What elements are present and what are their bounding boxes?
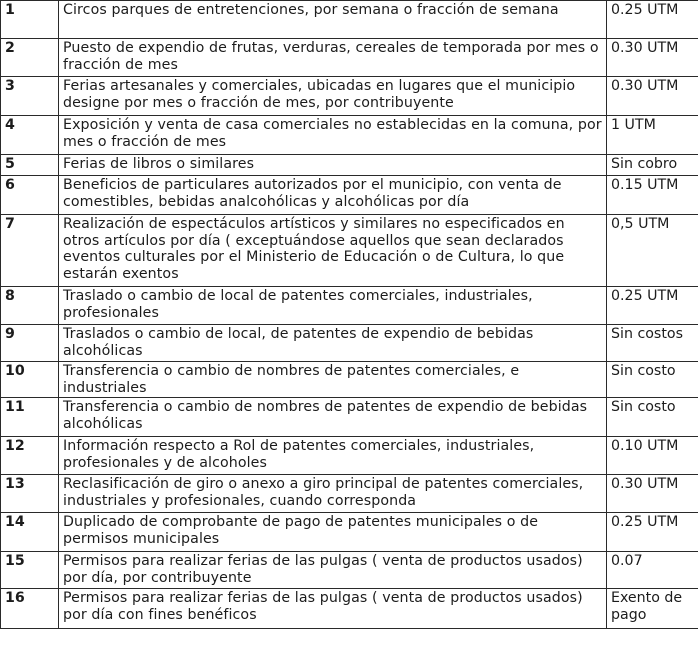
table-row [1, 1, 698, 39]
row-number: 4 [1, 116, 59, 155]
table-row [1, 287, 698, 325]
fees-table-body [1, 1, 698, 629]
row-value: 0.25 UTM [607, 513, 698, 552]
row-number: 6 [1, 176, 59, 215]
row-number: 10 [1, 362, 59, 398]
row-value: 0.10 UTM [607, 437, 698, 475]
table-row [1, 398, 698, 437]
table-row [1, 513, 698, 552]
row-description: Duplicado de comprobante de pago de patentes municipales o de permisos municipales [59, 513, 607, 552]
row-description: Puesto de expendio de frutas, verduras, cereales de temporada por mes o fracción de mes [59, 39, 607, 77]
row-number: 8 [1, 287, 59, 325]
row-number: 11 [1, 398, 59, 437]
row-number: 7 [1, 215, 59, 287]
table-row [1, 475, 698, 513]
row-description: Permisos para realizar ferias de las pulgas ( venta de productos usados) por día con fines benéficos [59, 589, 607, 629]
table-row [1, 77, 698, 116]
row-value: 0.30 UTM [607, 39, 698, 77]
row-description: Traslados o cambio de local, de patentes de expendio de bebidas alcohólicas [59, 325, 607, 362]
row-description: Exposición y venta de casa comerciales no establecidas en la comuna, por mes o fracción de mes [59, 116, 607, 155]
row-number: 9 [1, 325, 59, 362]
row-description: Reclasificación de giro o anexo a giro principal de patentes comerciales, industriales y profesionales, cuando corresponda [59, 475, 607, 513]
row-description: Transferencia o cambio de nombres de patentes comerciales, e industriales [59, 362, 607, 398]
row-number: 1 [1, 1, 59, 39]
table-row [1, 589, 698, 629]
row-value: Sin costo [607, 398, 698, 437]
table-row [1, 437, 698, 475]
row-value: 0,5 UTM [607, 215, 698, 287]
row-description: Realización de espectáculos artísticos y similares no especificados en otros artículos por día ( exceptuándose aquellos que sean declarados eventos culturales por el Ministerio de Educación o de Cultura, lo que estarán exentos [59, 215, 607, 287]
row-number: 5 [1, 155, 59, 176]
row-value: Sin cobro [607, 155, 698, 176]
table-row [1, 325, 698, 362]
row-number: 12 [1, 437, 59, 475]
table-row [1, 39, 698, 77]
row-number: 2 [1, 39, 59, 77]
table-row [1, 215, 698, 287]
row-value: 0.30 UTM [607, 475, 698, 513]
row-value: 0.25 UTM [607, 1, 698, 39]
row-number: 15 [1, 552, 59, 589]
table-row [1, 552, 698, 589]
table-row [1, 362, 698, 398]
row-value: 0.30 UTM [607, 77, 698, 116]
row-description: Transferencia o cambio de nombres de patentes de expendio de bebidas alcohólicas [59, 398, 607, 437]
row-value: 1 UTM [607, 116, 698, 155]
row-value: Sin costos [607, 325, 698, 362]
row-number: 13 [1, 475, 59, 513]
row-description: Ferias de libros o similares [59, 155, 607, 176]
row-value: 0.25 UTM [607, 287, 698, 325]
table-row [1, 155, 698, 176]
row-description: Beneficios de particulares autorizados por el municipio, con venta de comestibles, bebidas analcohólicas y alcohólicas por día [59, 176, 607, 215]
row-value: 0.15 UTM [607, 176, 698, 215]
row-number: 3 [1, 77, 59, 116]
table-row [1, 176, 698, 215]
row-description: Información respecto a Rol de patentes comerciales, industriales, profesionales y de alcoholes [59, 437, 607, 475]
row-description: Permisos para realizar ferias de las pulgas ( venta de productos usados) por día, por contribuyente [59, 552, 607, 589]
row-value: 0.07 [607, 552, 698, 589]
row-value: Sin costo [607, 362, 698, 398]
row-value: Exento de pago [607, 589, 698, 629]
row-description: Ferias artesanales y comerciales, ubicadas en lugares que el municipio designe por mes o fracción de mes, por contribuyente [59, 77, 607, 116]
row-number: 14 [1, 513, 59, 552]
row-number: 16 [1, 589, 59, 629]
row-description: Circos parques de entretenciones, por semana o fracción de semana [59, 1, 607, 39]
row-description: Traslado o cambio de local de patentes comerciales, industriales, profesionales [59, 287, 607, 325]
table-row [1, 116, 698, 155]
